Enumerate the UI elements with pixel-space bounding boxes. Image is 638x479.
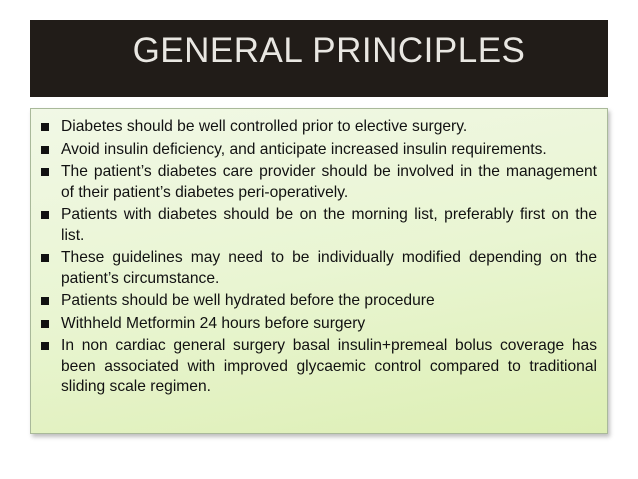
- bullet-item: [37, 117, 597, 138]
- slide-title: GENERAL PRINCIPLES: [132, 31, 526, 70]
- square-bullet-icon: [41, 320, 49, 328]
- bullet-item: [37, 336, 597, 398]
- bullet-item: [37, 291, 597, 312]
- bullet-text: Avoid insulin deficiency, and anticipate increased insulin requirements.: [61, 140, 547, 158]
- square-bullet-icon: [41, 168, 49, 176]
- bullet-item: [37, 162, 597, 203]
- title-bar: [30, 20, 608, 97]
- bullet-list: [31, 109, 607, 398]
- bullet-text: Patients with diabetes should be on the morning list, preferably first on the list.: [61, 206, 597, 244]
- bullet-text: These guidelines may need to be individually modified depending on the patient’s circumstance.: [61, 249, 597, 287]
- bullet-item: [37, 140, 597, 161]
- square-bullet-icon: [41, 297, 49, 305]
- bullet-text: In non cardiac general surgery basal insulin+premeal bolus coverage has been associated with improved glycaemic control compared to traditional sliding scale regimen.: [61, 337, 597, 395]
- square-bullet-icon: [41, 146, 49, 154]
- bullet-text: Withheld Metformin 24 hours before surgery: [61, 314, 366, 332]
- bullet-text: The patient’s diabetes care provider should be involved in the management of their patient’s diabetes peri-operatively.: [61, 163, 597, 201]
- square-bullet-icon: [41, 254, 49, 262]
- square-bullet-icon: [41, 123, 49, 131]
- bullet-text: Patients should be well hydrated before the procedure: [61, 292, 435, 309]
- content-box: [30, 108, 608, 434]
- square-bullet-icon: [41, 342, 49, 350]
- bullet-item: [37, 314, 597, 335]
- square-bullet-icon: [41, 211, 49, 219]
- bullet-text: Diabetes should be well controlled prior to elective surgery.: [61, 118, 468, 135]
- bullet-item: [37, 248, 597, 289]
- bullet-item: [37, 205, 597, 246]
